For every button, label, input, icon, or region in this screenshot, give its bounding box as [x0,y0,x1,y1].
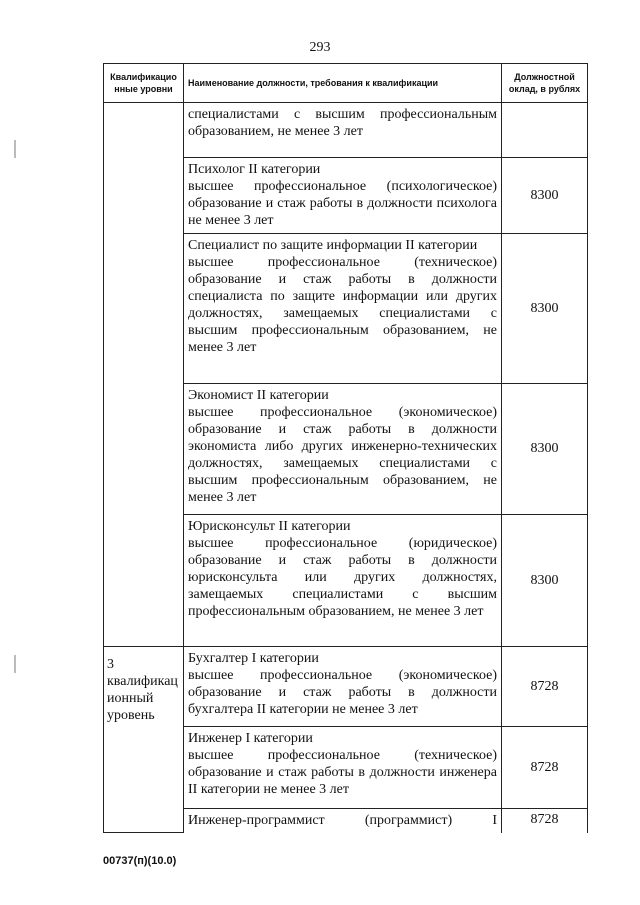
position-title: Специалист по защите информации II категории [188,238,478,253]
salary-cell: 8728 [502,727,588,809]
position-title: Юрисконсульт II категории [188,519,351,534]
position-title: Бухгалтер I категории [188,651,319,666]
requirements-text: высшее профессиональное (техническое) образование и стаж работы в должности специалиста по защите информации или других должностях, замещаемых специалистами с высшим профессиональным образованием, не менее 3 лет [188,255,497,355]
salary-cell: 8300 [502,158,588,234]
position-cell [184,727,502,809]
requirements-text: высшее профессиональное (юридическое) образование и стаж работы в должности юрисконсульта или других должностях, замещаемых специалистами с высшим профессиональным образованием, не менее 3 лет [188,536,497,619]
salary-cell: 8300 [502,384,588,515]
header-salary: Должностной оклад, в рублях [502,64,588,103]
position-title: Психолог II категории [188,162,321,177]
position-title: Инженер I категории [188,731,313,746]
table-header-row [104,64,588,103]
position-cell [184,384,502,515]
header-qualification-level: Квалификацио нные уровни [104,64,184,103]
level-cell: 3 квалификац ионный уровень [104,647,184,833]
position-cell [184,809,502,833]
table-row [104,647,588,727]
salary-cell: 8300 [502,515,588,647]
requirements-text: высшее профессиональное (психологическое) образование и стаж работы в должности психолога не менее 3 лет [188,179,497,228]
level-cell [104,103,184,647]
requirements-text: высшее профессиональное (техническое) образование и стаж работы в должности инженера II категории не менее 3 лет [188,748,497,797]
position-cell [184,515,502,647]
page-number: 293 [309,40,331,55]
position-cell [184,234,502,384]
position-title: Инженер-программист (программист) I [188,813,497,828]
table-row [104,103,588,158]
requirements-text: высшее профессиональное (экономическое) образование и стаж работы в должности бухгалтера II категории не менее 3 лет [188,668,497,717]
position-cell [184,158,502,234]
requirements-text: специалистами с высшим профессиональным образованием, не менее 3 лет [188,107,497,139]
position-cell [184,647,502,727]
position-cell [184,103,502,158]
scan-artifact [14,655,16,673]
position-title: Экономист II категории [188,388,329,403]
salary-cell [502,103,588,158]
salary-cell: 8728 [502,809,588,833]
salary-table [103,63,588,833]
scan-artifact [14,140,16,158]
salary-cell: 8300 [502,234,588,384]
document-code: 00737(п)(10.0) [103,855,177,867]
header-position-name: Наименование должности, требования к квалификации [184,64,502,103]
requirements-text: высшее профессиональное (экономическое) образование и стаж работы в должности экономиста либо других инженерно-технических должностях, замещаемых специалистами с высшим профессиональным образованием, не менее 3 лет [188,405,497,505]
salary-cell: 8728 [502,647,588,727]
